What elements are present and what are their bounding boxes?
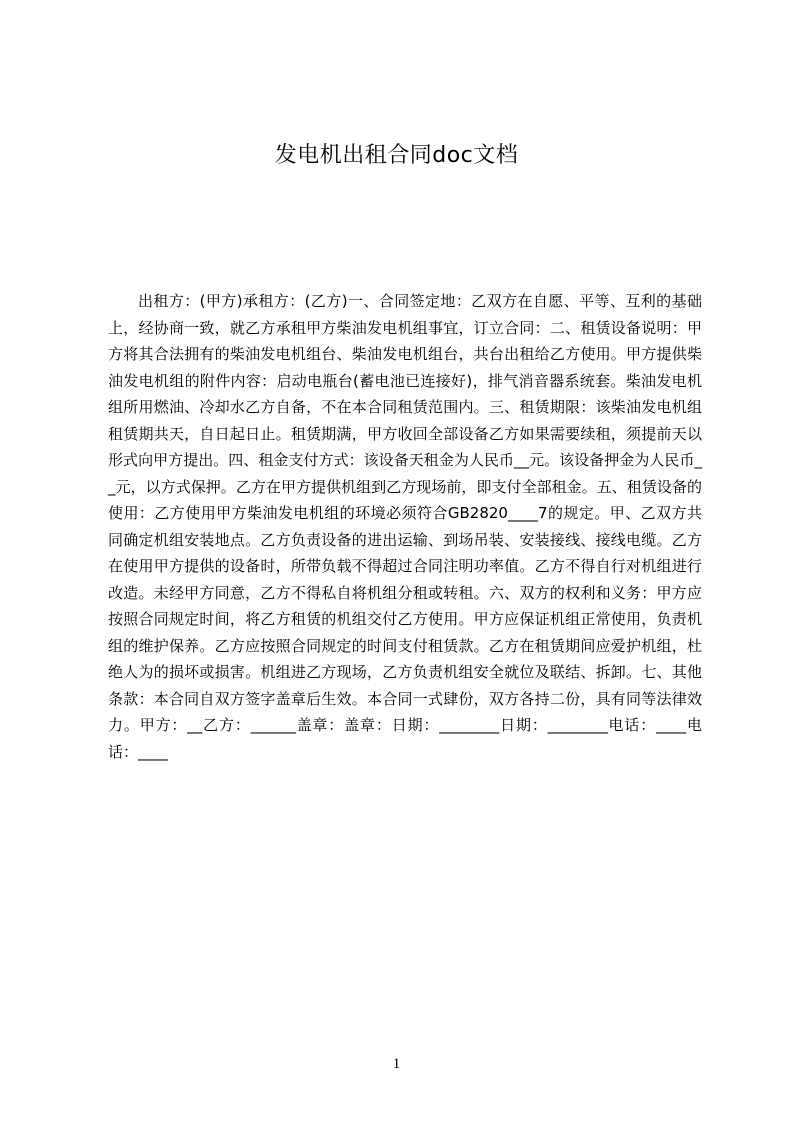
contract-body-paragraph: 出租方：(甲方)承租方：(乙方)一、合同签定地：乙双方在自愿、平等、互利的基础上，经协商一致，就乙方承租甲方柴油发电机组事宜，订立合同：二、租赁设备说明：甲方将其合法拥有的柴油发电机组台、柴油发电机组台，共台出租给乙方使用。甲方提供柴油发电机组的附件内容：启动电瓶台(蓄电池已连接好)，排气消音器系统套。柴油发电机组所用燃油、冷却水乙方自备，不在本合同租赁范围内。三、租赁期限：该柴油发电机组租赁期共天，自日起日止。租赁期满，甲方收回全部设备乙方如果需要续租，须提前天以形式向甲方提出。四、租金支付方式：该设备天租金为人民币__元。该设备押金为人民币__元，以方式保押。乙方在甲方提供机组到乙方现场前，即支付全部租金。五、租赁设备的使用：乙方使用甲方柴油发电机组的环境必须符合GB2820____7的规定。甲、乙双方共同确定机组安装地点。乙方负责设备的进出运输、到场吊装、安装接线、接线电缆。乙方在使用甲方提供的设备时，所带负载不得超过合同注明功率值。乙方不得自行对机组进行改造。未经甲方同意，乙方不得私自将机组分租或转租。六、双方的权利和义务：甲方应按照合同规定时间，将乙方租赁的机组交付乙方使用。甲方应保证机组正常使用，负责机组的维护保养。乙方应按照合同规定的时间支付租赁款。乙方在租赁期间应爱护机组，杜绝人为的损坏或损害。机组进乙方现场，乙方负责机组安全就位及联结、拆卸。七、其他条款：本合同自双方签字盖章后生效。本合同一式肆份，双方各持二份，具有同等法律效力。甲方：__乙方：______盖章：盖章：日期：________日期：________电话：____电话：____ xyxy=(108,292,702,761)
page-number: 1 xyxy=(392,1056,401,1072)
document-title: 发电机出租合同doc文档 xyxy=(274,143,519,168)
